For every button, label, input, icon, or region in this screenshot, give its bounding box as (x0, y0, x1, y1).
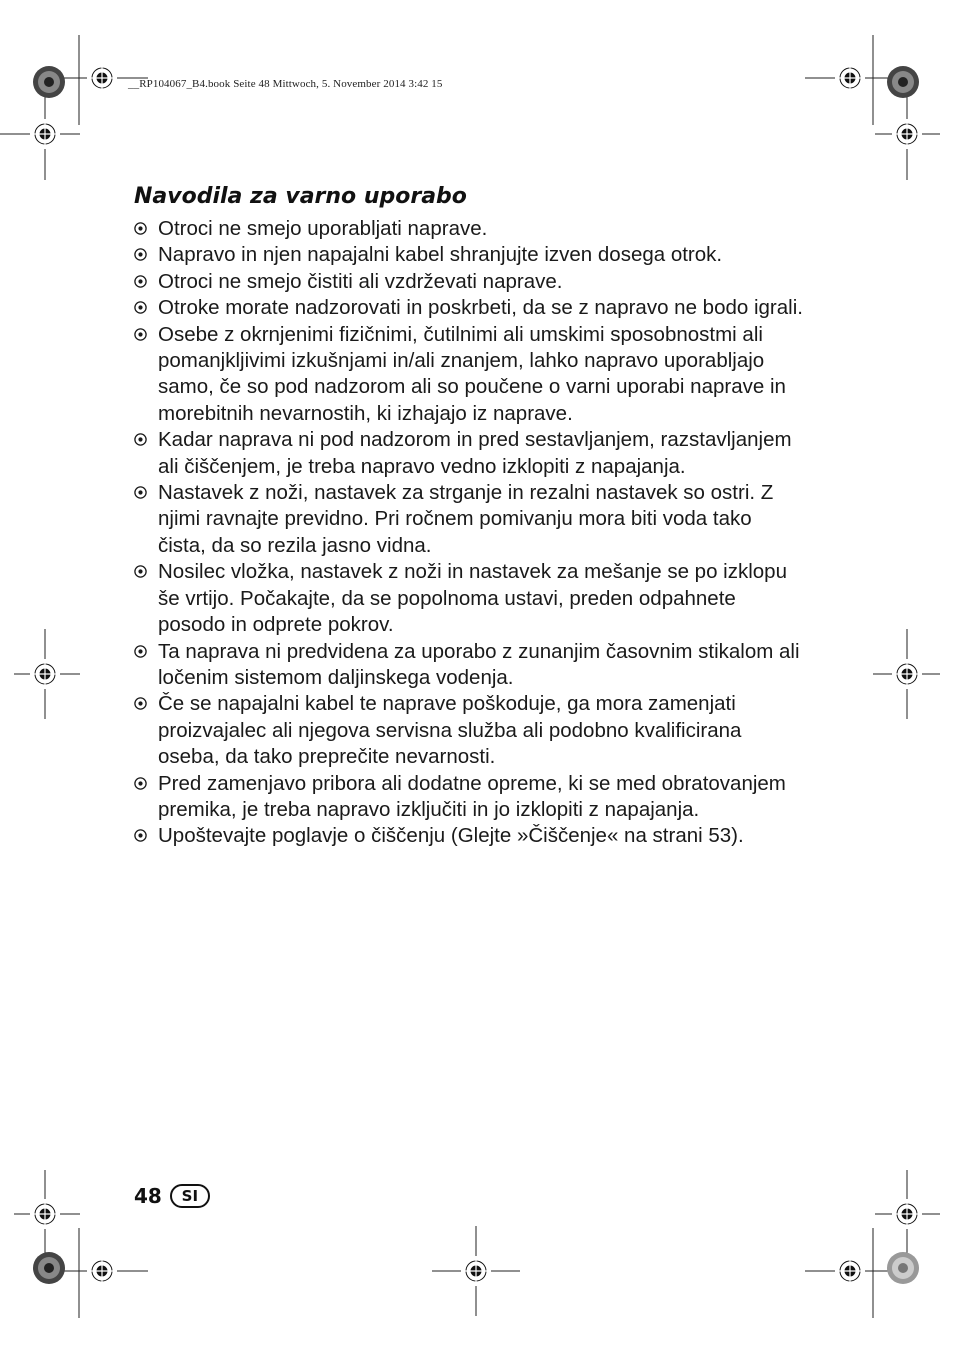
registration-mark-icon (87, 63, 117, 93)
list-item (134, 269, 804, 295)
registration-mark-icon (87, 1256, 117, 1286)
list-item-text: Če se napajalni kabel te naprave poškoduje, ga mora zamenjati proizvajalec ali njegova servisna služba ali podobno kvalificirana oseba, da tako preprečite nevarnosti. (158, 692, 742, 769)
list-item-text: Nastavek z noži, nastavek za strganje in rezalni nastavek so ostri. Z njimi ravnajte previdno. Pri ročnem pomivanju mora biti voda tako čista, da so rezila jasno vidna. (158, 481, 774, 557)
list-item-text: Nosilec vložka, nastavek z noži in nastavek za mešanje se po izklopu še vrtijo. Počakajte, da se popolnoma ustavi, preden odpahnete posodo in odprete pokrov. (158, 560, 787, 637)
list-item-text: Ta naprava ni predvidena za uporabo z zunanjim časovnim stikalom ali ločenim sistemom daljinskega vodenja. (158, 639, 800, 689)
list-item (134, 691, 804, 770)
circled-dot-icon (134, 645, 147, 658)
registration-mark-icon (30, 1199, 60, 1229)
safety-instructions-list (134, 216, 804, 850)
list-item (134, 771, 804, 824)
list-item (134, 295, 804, 321)
registration-mark-icon (835, 63, 865, 93)
circled-dot-icon (134, 275, 147, 288)
circled-dot-icon (134, 777, 147, 790)
color-target-icon (887, 1252, 919, 1284)
list-item (134, 823, 804, 849)
list-item (134, 639, 804, 692)
registration-mark-icon (30, 659, 60, 689)
list-item-text: Otroke morate nadzorovati in poskrbeti, da se z napravo ne bodo igrali. (158, 296, 803, 320)
color-target-icon (33, 66, 65, 98)
circled-dot-icon (134, 433, 147, 446)
list-item-text: Otroci ne smejo uporabljati naprave. (158, 217, 488, 240)
list-item-text: Kadar naprava ni pod nadzorom in pred sestavljanjem, razstavljanjem ali čiščenjem, je treba napravo vedno izklopiti z napajanja. (158, 428, 792, 478)
circled-dot-icon (134, 565, 147, 578)
registration-mark-icon (30, 119, 60, 149)
print-imprint: __RP104067_B4.book Seite 48 Mittwoch, 5. November 2014 3:42 15 (128, 78, 443, 90)
list-item-text: Napravo in njen napajalni kabel shranjujte izven dosega otrok. (158, 243, 723, 267)
circled-dot-icon (134, 697, 147, 710)
list-item-text: Otroci ne smejo čistiti ali vzdrževati naprave. (158, 269, 563, 293)
page-footer (134, 1182, 210, 1210)
registration-mark-icon (461, 1256, 491, 1286)
circled-dot-icon (134, 829, 147, 842)
registration-mark-icon (892, 119, 922, 149)
list-item (134, 559, 804, 638)
registration-mark-icon (892, 1199, 922, 1229)
list-item (134, 480, 804, 559)
list-item-text: Upoštevajte poglavje o čiščenju (Glejte »Čiščenje« na strani 53). (158, 824, 744, 848)
list-item (134, 216, 804, 242)
list-item (134, 322, 804, 428)
list-item (134, 242, 804, 268)
registration-mark-icon (892, 659, 922, 689)
color-target-icon (33, 1252, 65, 1284)
list-item-text: Pred zamenjavo pribora ali dodatne opreme, ki se med obratovanjem premika, je treba napravo izključiti in jo izklopiti z napajanja. (158, 771, 786, 821)
circled-dot-icon (134, 248, 147, 261)
list-item (134, 427, 804, 480)
circled-dot-icon (134, 328, 147, 341)
section-title: Navodila za varno uporabo (134, 184, 467, 209)
circled-dot-icon (134, 301, 147, 314)
circled-dot-icon (134, 222, 147, 235)
language-badge: SI (170, 1184, 210, 1208)
color-target-icon (887, 66, 919, 98)
list-item-text: Osebe z okrnjenimi fizičnimi, čutilnimi ali umskimi sposobnostmi ali pomanjkljivimi izkušnjami in/ali znanjem, lahko napravo uporabljajo samo, če so pod nadzorom ali so poučene o varni uporabi naprave in morebitnih nevarnostih, ki izhajajo iz naprave. (158, 322, 786, 425)
registration-mark-icon (835, 1256, 865, 1286)
circled-dot-icon (134, 486, 147, 499)
page-number: 48 (134, 1184, 162, 1208)
